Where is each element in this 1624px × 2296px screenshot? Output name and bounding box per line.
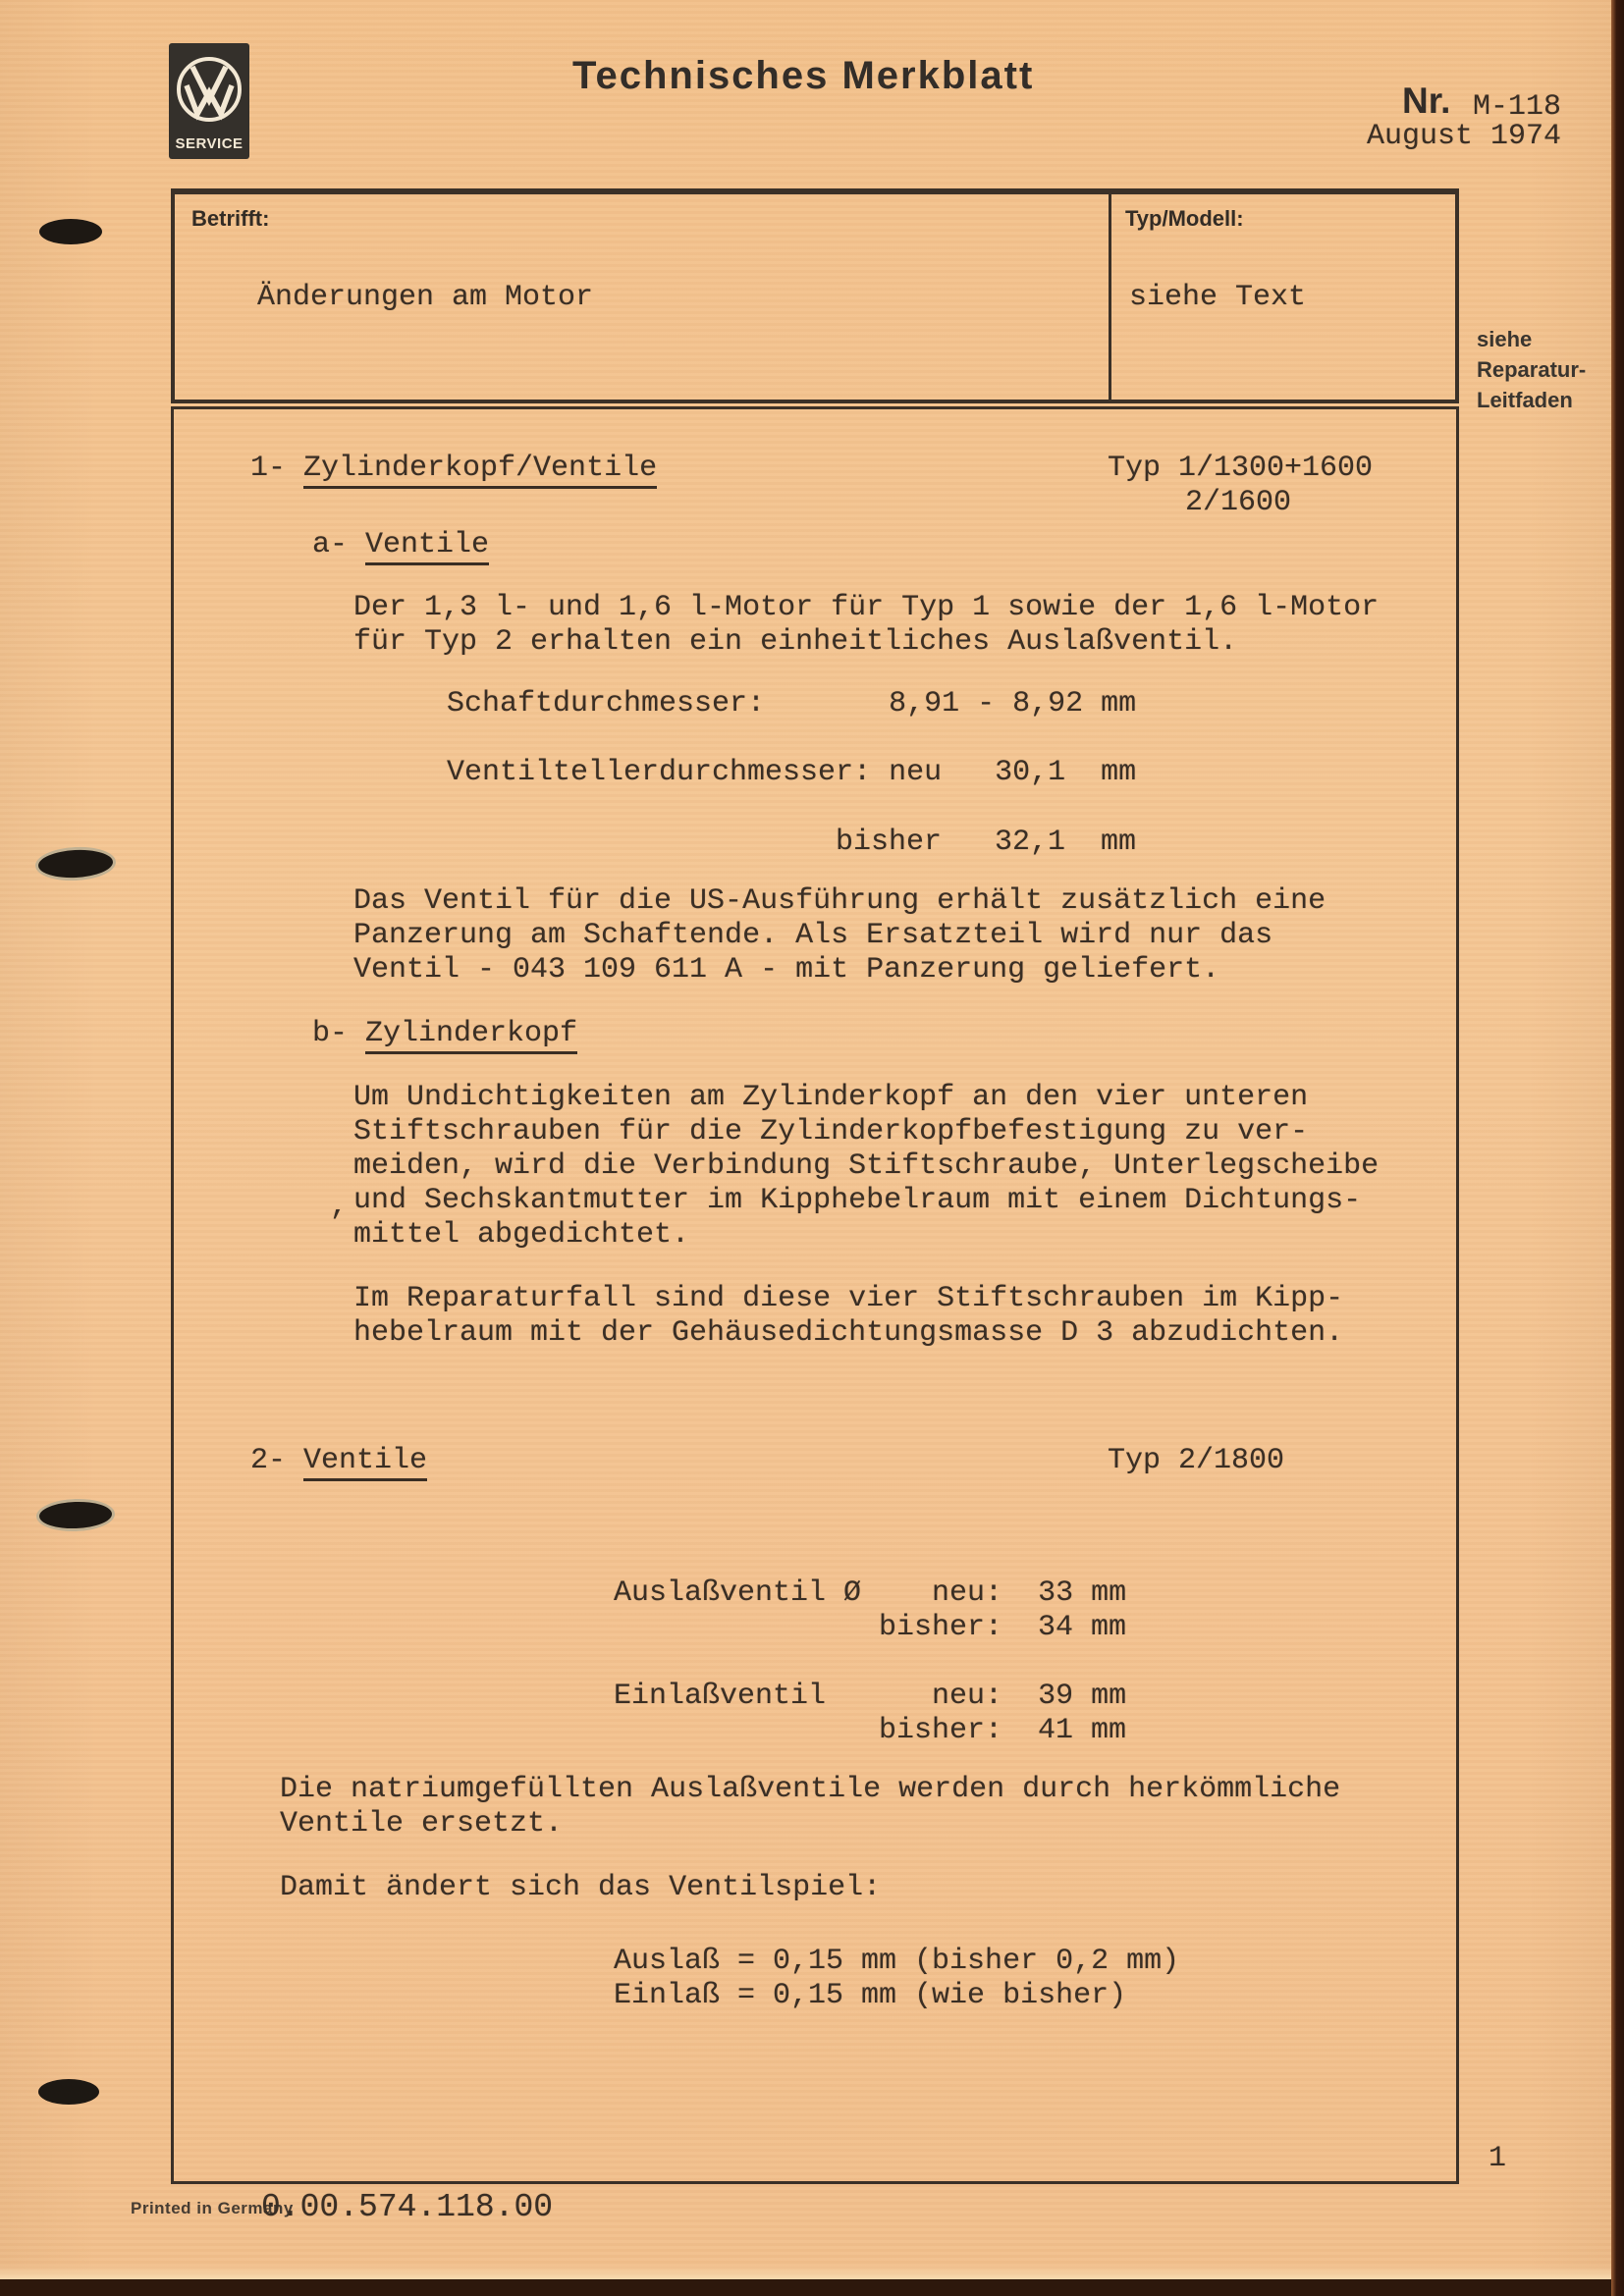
betrifft-value: Änderungen am Motor	[257, 281, 594, 314]
heading-underlined-text: Ventile	[365, 528, 489, 565]
nr-label: Nr.	[1402, 80, 1451, 121]
typ-modell-label: Typ/Modell:	[1125, 206, 1244, 231]
punch-hole	[34, 845, 117, 882]
section-1b-heading	[312, 1017, 577, 1050]
typewriter-line: meiden, wird die Verbindung Stiftschraube, Unterlegscheibe	[353, 1149, 1380, 1183]
vw-service-badge	[169, 43, 249, 159]
typewriter-line: Die natriumgefüllten Auslaßventile werden durch herkömmliche	[280, 1773, 1341, 1806]
einlassventil-bisher: bisher: 41 mm	[879, 1714, 1127, 1747]
ventilspiel-auslass: Auslaß = 0,15 mm (bisher 0,2 mm)	[614, 1945, 1180, 1978]
section-2-typ: Typ 2/1800	[1108, 1444, 1285, 1477]
heading-underlined-text: Zylinderkopf	[365, 1017, 577, 1054]
info-box-divider	[1109, 194, 1111, 400]
auslassventil-bisher: bisher: 34 mm	[879, 1611, 1127, 1644]
service-label: SERVICE	[175, 135, 244, 152]
typewriter-line: Der 1,3 l- und 1,6 l-Motor für Typ 1 sowie der 1,6 l-Motor	[353, 591, 1380, 624]
typewriter-line: Damit ändert sich das Ventilspiel:	[280, 1871, 882, 1904]
section-1-heading	[250, 452, 657, 485]
typewriter-line: mittel abgedichtet.	[353, 1218, 690, 1252]
typewriter-line: und Sechskantmutter im Kipphebelraum mit einem Dichtungs-	[353, 1184, 1362, 1217]
paper-bottom-edge	[0, 2266, 1624, 2280]
einlassventil-neu: Einlaßventil neu: 39 mm	[614, 1680, 1127, 1713]
typewriter-line: Um Undichtigkeiten am Zylinderkopf an den vier unteren	[353, 1081, 1309, 1114]
section-1-typ-2: 2/1600	[1185, 486, 1292, 519]
typewriter-line: für Typ 2 erhalten ein einheitliches Auslaßventil.	[353, 625, 1238, 659]
heading-underlined-text: Ventile	[303, 1444, 427, 1481]
betrifft-label: Betrifft:	[191, 206, 270, 231]
page-number: 1	[1489, 2142, 1507, 2175]
vw-logo-icon	[169, 43, 249, 137]
page-title: Technisches Merkblatt	[572, 54, 1035, 97]
heading-prefix: a-	[312, 528, 366, 561]
heading-prefix: b-	[312, 1017, 366, 1050]
margin-note	[1477, 324, 1586, 415]
typ-modell-value: siehe Text	[1129, 281, 1307, 314]
stray-comma: ,	[330, 1190, 349, 1223]
typewriter-line: Panzerung am Schaftende. Als Ersatzteil wird nur das	[353, 919, 1273, 952]
scan-edge-right	[1611, 0, 1624, 2296]
margin-note-line: Leitfaden	[1477, 388, 1573, 412]
typewriter-line: hebelraum mit der Gehäusedichtungsmasse D 3 abzudichten.	[353, 1316, 1344, 1350]
schaftdurchmesser: Schaftdurchmesser: 8,91 - 8,92 mm	[447, 687, 1137, 721]
typewriter-line: Das Ventil für die US-Ausführung erhält zusätzlich eine	[353, 884, 1326, 918]
punch-hole	[39, 219, 102, 244]
ventiltellerdurchmesser-bisher: bisher 32,1 mm	[836, 826, 1137, 859]
section-1a-heading	[312, 528, 489, 561]
bulletin-number: M-118	[1473, 90, 1562, 124]
ventiltellerdurchmesser-neu: Ventiltellerdurchmesser: neu 30,1 mm	[447, 756, 1137, 789]
form-part-number: 0.00.574.118.00	[261, 2189, 554, 2225]
heading-underlined-text: Zylinderkopf/Ventile	[303, 452, 657, 489]
bulletin-date: August 1974	[1367, 120, 1562, 153]
heading-prefix: 1-	[250, 452, 304, 485]
scan-edge-bottom	[0, 2279, 1624, 2296]
printed-in-germany: Printed in Germany	[131, 2199, 294, 2217]
typewriter-line: Im Reparaturfall sind diese vier Stiftschrauben im Kipp-	[353, 1282, 1344, 1315]
margin-note-line: Reparatur-	[1477, 357, 1587, 382]
punch-hole	[35, 1498, 115, 1533]
typewriter-line: Stiftschrauben für die Zylinderkopfbefestigung zu ver-	[353, 1115, 1309, 1148]
section-2-heading	[250, 1444, 427, 1477]
punch-hole	[38, 2079, 99, 2105]
ventilspiel-einlass: Einlaß = 0,15 mm (wie bisher)	[614, 1979, 1127, 2012]
typewriter-line: Ventile ersetzt.	[280, 1807, 564, 1841]
margin-note-line: siehe	[1477, 327, 1533, 351]
heading-prefix: 2-	[250, 1444, 304, 1477]
typewriter-line: Ventil - 043 109 611 A - mit Panzerung geliefert.	[353, 953, 1220, 987]
auslassventil-neu: Auslaßventil Ø neu: 33 mm	[614, 1576, 1127, 1610]
subject-box	[171, 188, 1459, 403]
section-1-typ: Typ 1/1300+1600	[1108, 452, 1374, 485]
